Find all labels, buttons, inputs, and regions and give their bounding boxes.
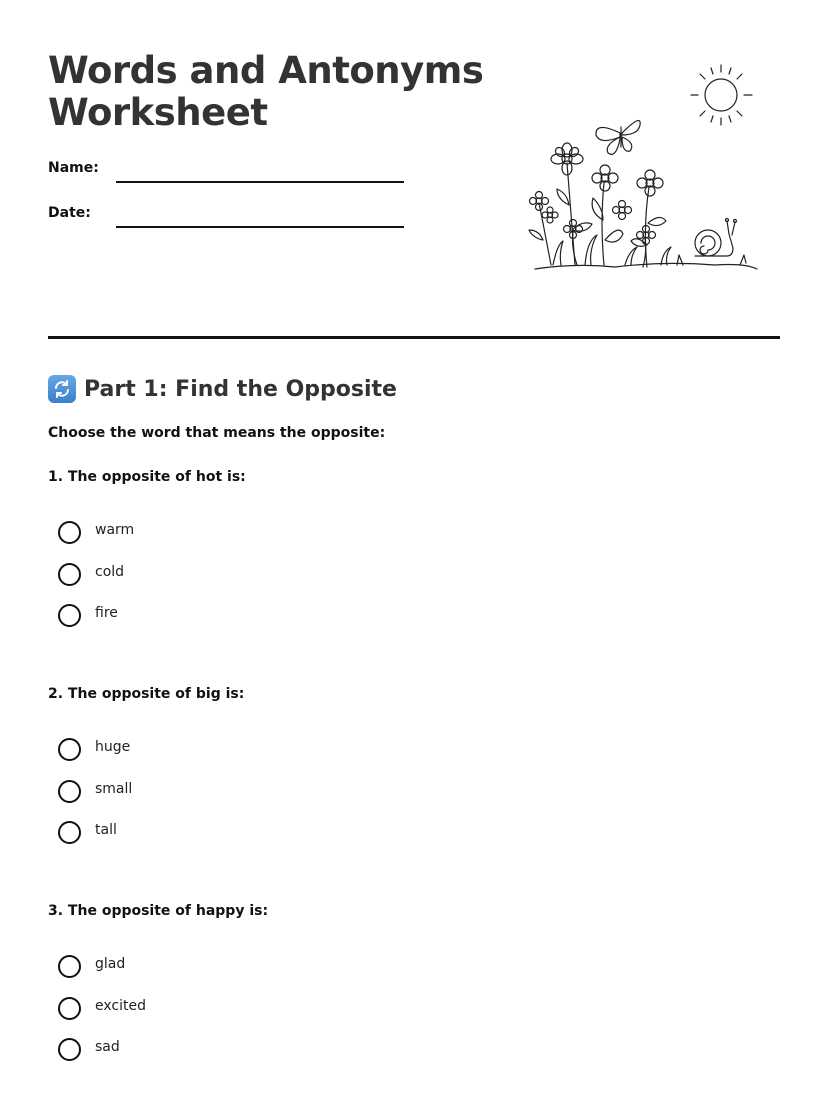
sun-icon [691, 65, 752, 125]
repeat-arrows-icon [48, 375, 76, 403]
section-title: Part 1: Find the Opposite [84, 376, 397, 402]
radio-button[interactable] [58, 738, 81, 761]
flower-3 [637, 170, 663, 196]
question-2 [48, 686, 748, 838]
radio-button[interactable] [58, 1038, 81, 1061]
flower-8 [542, 207, 558, 223]
option-label: tall [95, 822, 117, 838]
question-3-prompt: 3. The opposite of happy is: [48, 903, 269, 919]
date-field[interactable] [48, 205, 408, 235]
radio-button[interactable] [58, 955, 81, 978]
radio-button[interactable] [58, 604, 81, 627]
date-write-line[interactable] [116, 226, 404, 228]
question-1 [48, 469, 748, 621]
option-label: glad [95, 956, 126, 972]
garden-illustration [525, 55, 765, 280]
snail-icon [695, 219, 737, 257]
worksheet-title [48, 50, 508, 134]
question-2-prompt: 2. The opposite of big is: [48, 686, 245, 702]
section-divider [48, 336, 780, 339]
butterfly-icon [596, 121, 640, 155]
radio-button[interactable] [58, 821, 81, 844]
radio-button[interactable] [58, 780, 81, 803]
flower-2 [592, 165, 618, 191]
option-label: excited [95, 997, 146, 1014]
name-field[interactable] [48, 160, 408, 190]
option-label: sad [95, 1039, 120, 1055]
flower-6 [613, 201, 632, 220]
radio-button[interactable] [58, 563, 81, 586]
option-label: fire [95, 605, 118, 621]
option-label: warm [95, 522, 135, 538]
question-3 [48, 903, 748, 1055]
title-line-2: Worksheet [48, 91, 268, 134]
name-label: Name: [48, 160, 99, 176]
title-line-1: Words and Antonyms [48, 49, 484, 92]
radio-button[interactable] [58, 521, 81, 544]
radio-button[interactable] [58, 997, 81, 1020]
flower-4 [530, 192, 549, 211]
name-write-line[interactable] [116, 181, 404, 183]
section-heading [48, 372, 397, 406]
option-label: huge [95, 739, 131, 755]
instructions-text: Choose the word that means the opposite: [48, 425, 386, 441]
option-label: small [95, 780, 133, 797]
question-1-prompt: 1. The opposite of hot is: [48, 469, 246, 485]
option-label: cold [95, 563, 125, 580]
date-label: Date: [48, 205, 91, 221]
